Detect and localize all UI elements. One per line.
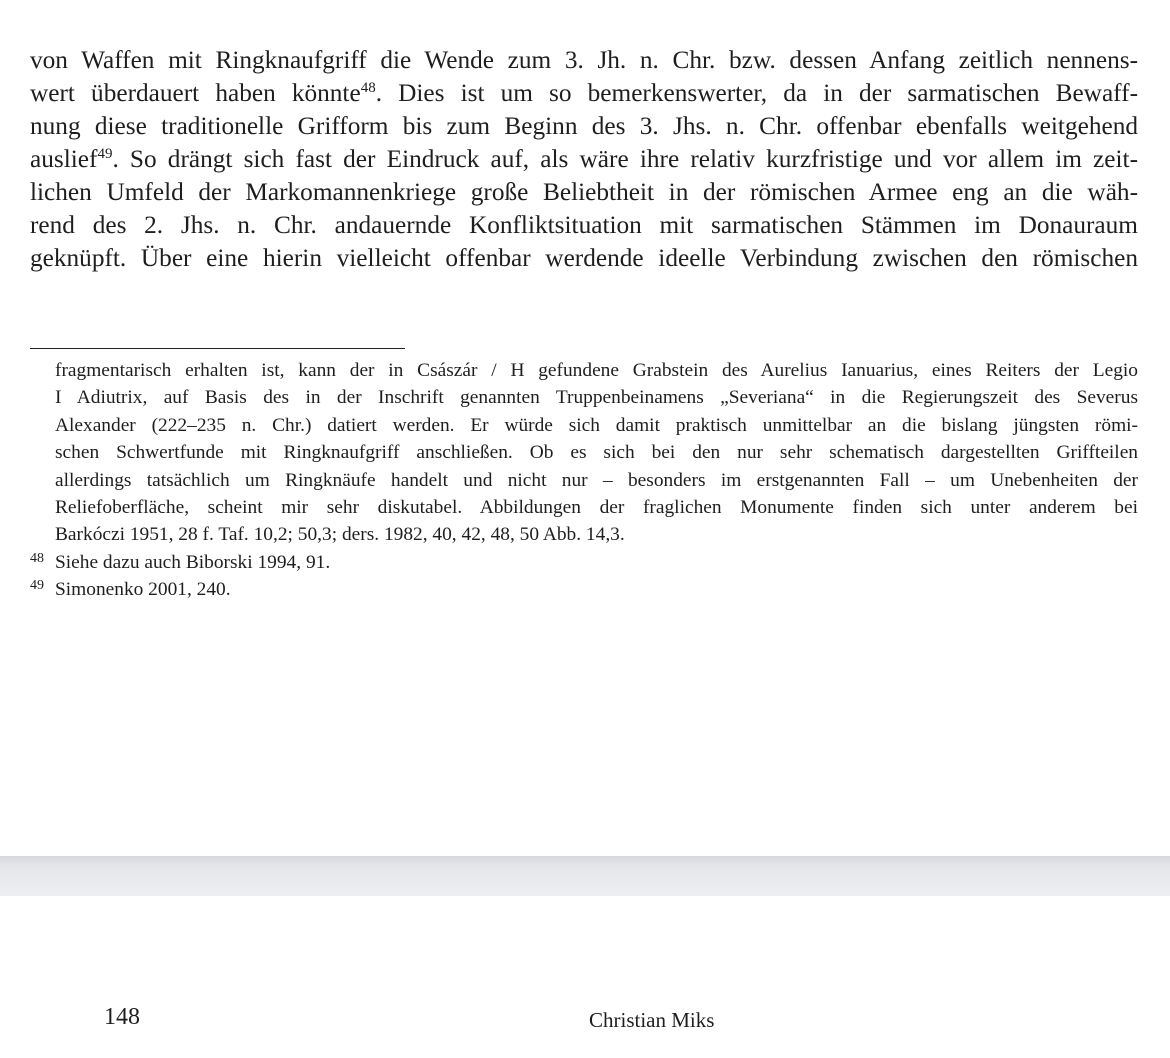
text-segment: nung diese traditionelle Grifform bis zum Beginn des 3. Jhs. n. Chr. offenbar ebenfalls weitgehend [30, 112, 1138, 140]
text-segment: wert überdauert haben könnte [30, 79, 361, 107]
text-segment: geknüpft. Über eine hierin vielleicht offenbar werdende ideelle Verbindung zwischen den römischen [30, 244, 1138, 272]
book-page-lower [0, 896, 1170, 1058]
text-line [30, 110, 1138, 143]
page-number: 148 [104, 1004, 140, 1030]
footnote-reference-48[interactable]: 48 [360, 80, 376, 96]
footnote-reference-49[interactable]: 49 [97, 146, 113, 162]
text-line [30, 209, 1138, 242]
page-separator [0, 856, 1170, 896]
footnote-text: Simonenko 2001, 240. [55, 579, 231, 601]
text-line [30, 176, 1138, 209]
footnote-continuation-line: Alexander (222–235 n. Chr.) datiert werden. Er würde sich damit praktisch unmittelbar an die bislang jüngsten römi- [55, 414, 1138, 436]
running-header-author: Christian Miks [589, 1008, 715, 1032]
text-segment: . So drängt sich fast der Eindruck auf, als wäre ihre relativ kurzfristige und vor allem im zeit- [112, 145, 1138, 173]
footnote-continuation-line: Reliefoberfläche, scheint mir sehr diskutabel. Abbildungen der fraglichen Monumente finden sich unter anderem bei [55, 496, 1138, 518]
footnote-text: Siehe dazu auch Biborski 1994, 91. [55, 551, 331, 573]
footnote-48: 48 Siehe dazu auch Biborski 1994, 91. [30, 550, 331, 573]
text-segment: lichen Umfeld der Markomannenkriege große Beliebtheit in der römischen Armee eng an die wäh- [30, 178, 1138, 206]
footnote-continuation-line: fragmentarisch erhalten ist, kann der in Császár / H gefundene Grabstein des Aurelius Ianuarius, eines Reiters der Legio [55, 360, 1138, 381]
footnote-continuation-line: I Adiutrix, auf Basis des in der Inschrift genannten Truppenbeinamens „Severiana“ in die Regierungszeit des Severus [55, 387, 1138, 409]
footnote-49: 49 Simonenko 2001, 240. [30, 578, 231, 601]
text-segment: rend des 2. Jhs. n. Chr. andauernde Konfliktsituation mit sarmatischen Stämmen im Donauraum [30, 211, 1138, 239]
text-segment: auslief [30, 145, 98, 173]
footnote-continuation-line: schen Schwertfunde mit Ringknaufgriff anschließen. Ob es sich bei den nur sehr schematisch dargestellten Griffteilen [55, 442, 1138, 464]
text-segment: . Dies ist um so bemerkenswerter, da in der sarmatischen Bewaff- [375, 79, 1138, 107]
text-line [30, 44, 1138, 77]
text-line [30, 77, 1138, 110]
footnotes [30, 357, 1138, 604]
text-line [30, 143, 1138, 176]
main-text [30, 44, 1138, 275]
footnote-separator [30, 348, 405, 349]
footnote-continuation-line: Barkóczi 1951, 28 f. Taf. 10,2; 50,3; ders. 1982, 40, 42, 48, 50 Abb. 14,3. [55, 524, 625, 546]
text-line [30, 242, 1138, 275]
text-segment: von Waffen mit Ringknaufgriff die Wende zum 3. Jh. n. Chr. bzw. dessen Anfang zeitlich nennens- [30, 46, 1138, 74]
footnote-continuation-line: allerdings tatsächlich um Ringknäufe handelt und nicht nur – besonders im erstgenannten Fall – um Unebenheiten der [55, 469, 1138, 491]
